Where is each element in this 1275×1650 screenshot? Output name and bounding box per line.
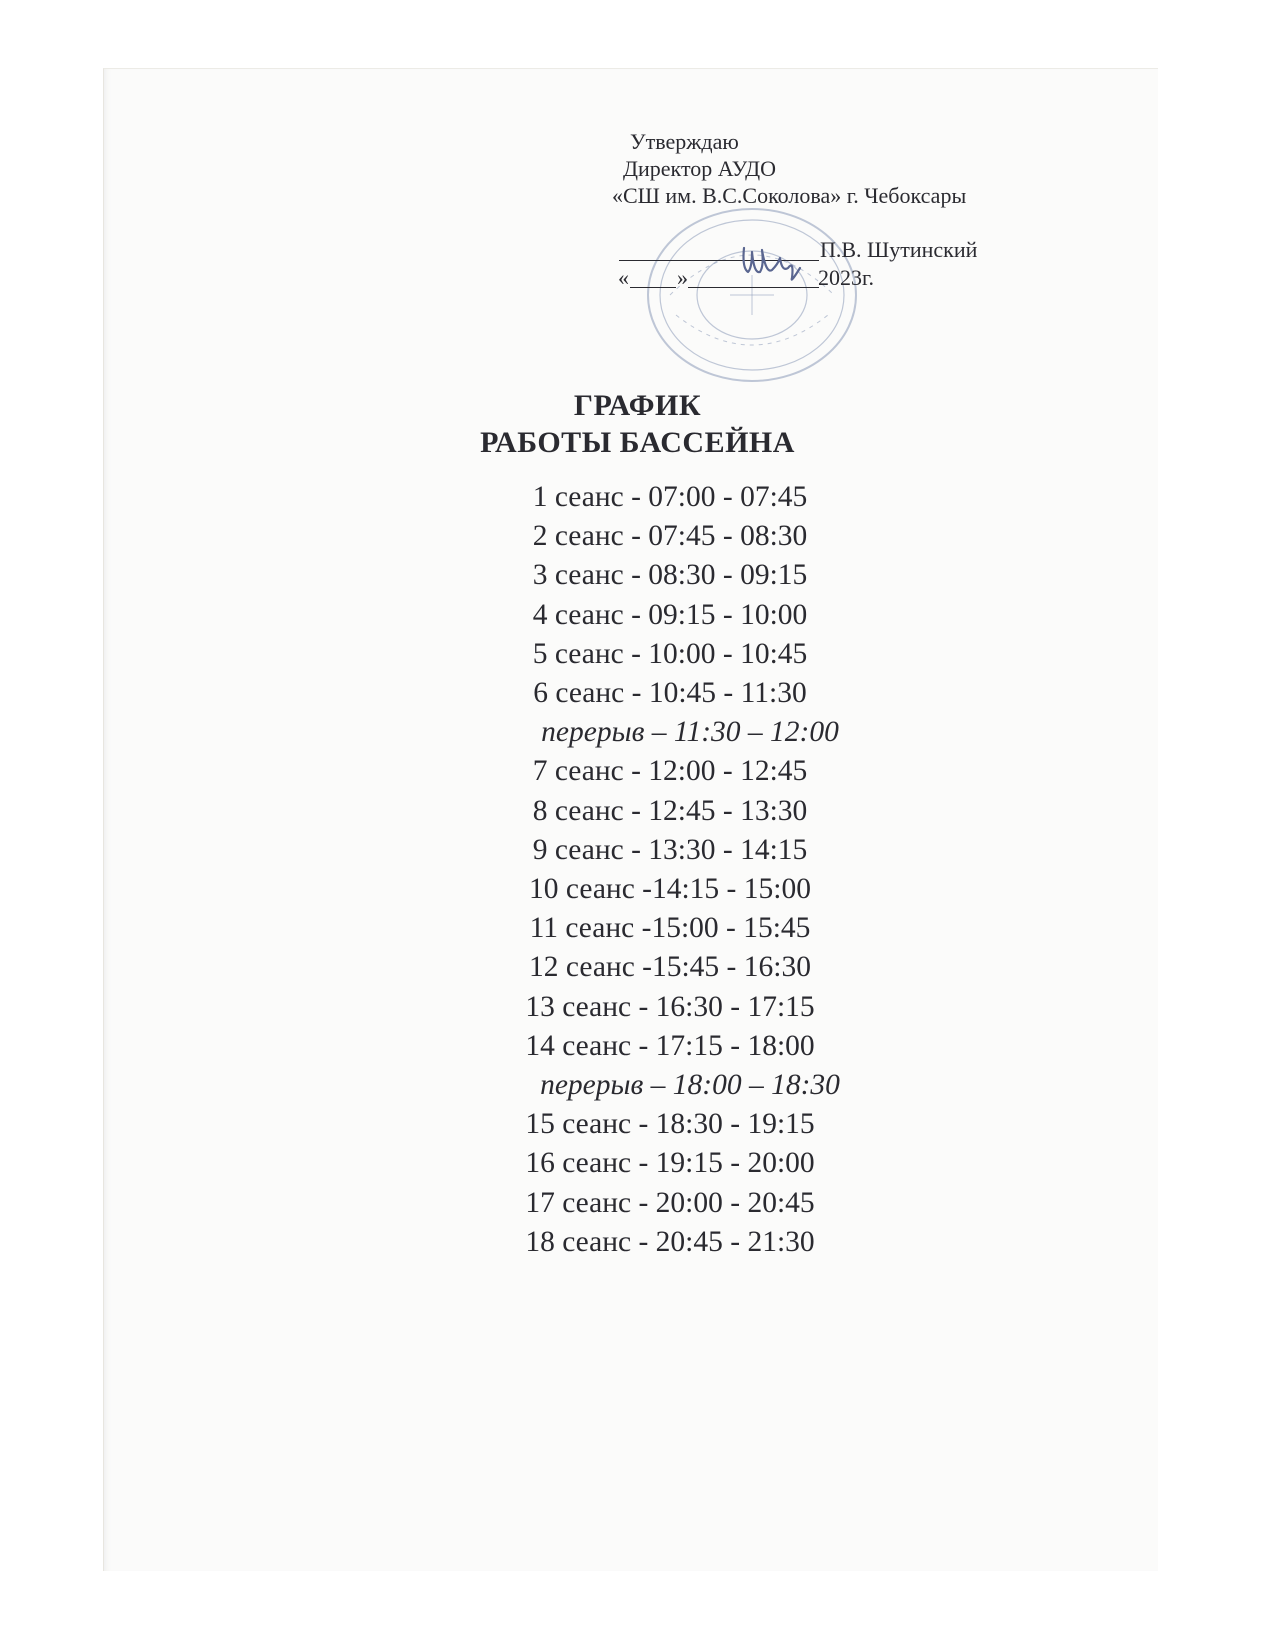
approval-line-approve: Утверждаю [630, 129, 739, 154]
date-close-quote: » [677, 265, 688, 290]
date-open-quote: « [618, 265, 629, 290]
schedule-session: 15 сеанс - 18:30 - 19:15 [525, 1108, 815, 1141]
schedule-session: 10 сеанс -14:15 - 15:00 [529, 873, 811, 906]
schedule-break: перерыв – 11:30 – 12:00 [541, 716, 839, 749]
handwritten-signature-icon [738, 238, 808, 286]
document-subtitle: РАБОТЫ БАССЕЙНА [480, 426, 795, 459]
approval-line-organization: «СШ им. В.С.Соколова» г. Чебоксары [612, 183, 967, 208]
schedule-session: 9 сеанс - 13:30 - 14:15 [532, 833, 808, 866]
schedule-session: 5 сеанс - 10:00 - 10:45 [532, 637, 808, 670]
schedule-session: 3 сеанс - 08:30 - 09:15 [532, 559, 808, 592]
schedule-session: 18 сеанс - 20:45 - 21:30 [525, 1225, 815, 1258]
schedule-session: 12 сеанс -15:45 - 16:30 [529, 951, 811, 984]
date-day-line [630, 287, 676, 288]
schedule-session: 4 сеанс - 09:15 - 10:00 [532, 598, 808, 631]
schedule-session: 11 сеанс -15:00 - 15:45 [529, 912, 811, 945]
schedule-break: перерыв – 18:00 – 18:30 [540, 1069, 840, 1102]
document-title: ГРАФИК [573, 389, 702, 422]
schedule-session: 14 сеанс - 17:15 - 18:00 [525, 1029, 815, 1062]
approval-line-director: Директор АУДО [623, 156, 776, 181]
schedule-session: 17 сеанс - 20:00 - 20:45 [525, 1186, 815, 1219]
schedule-session: 7 сеанс - 12:00 - 12:45 [532, 755, 808, 788]
schedule-session: 8 сеанс - 12:45 - 13:30 [532, 794, 808, 827]
schedule-session: 16 сеанс - 19:15 - 20:00 [525, 1147, 815, 1180]
date-month-line [688, 287, 819, 288]
schedule-session: 6 сеанс - 10:45 - 11:30 [533, 677, 807, 710]
schedule-list [490, 478, 850, 1262]
schedule-session: 2 сеанс - 07:45 - 08:30 [532, 520, 808, 553]
date-year: 2023г. [818, 265, 875, 290]
approval-signatory: П.В. Шутинский [820, 237, 978, 262]
schedule-session: 1 сеанс - 07:00 - 07:45 [532, 481, 808, 513]
schedule-session: 13 сеанс - 16:30 - 17:15 [525, 990, 815, 1023]
